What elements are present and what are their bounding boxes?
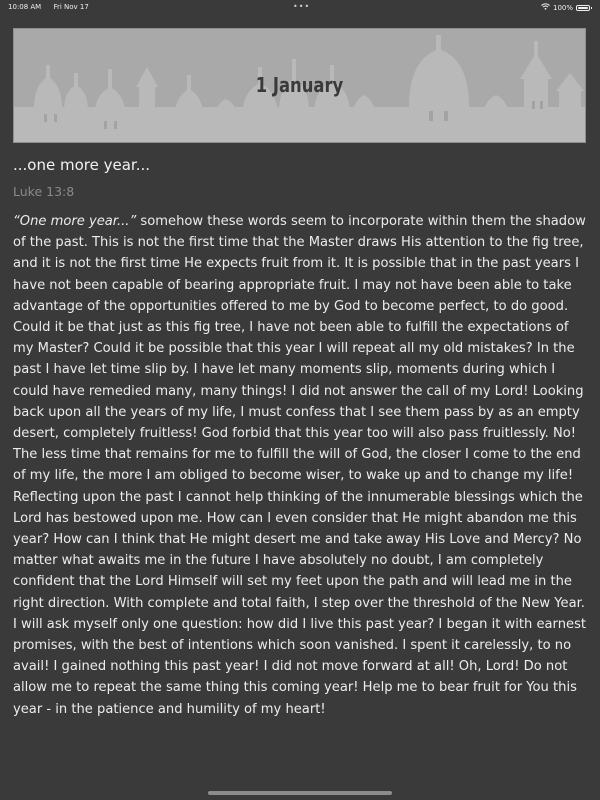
multitasking-dots[interactable]: •••: [293, 2, 311, 11]
scripture-reference[interactable]: Luke 13:8: [13, 184, 75, 199]
reading-body: [13, 211, 591, 720]
battery-fill: [578, 7, 588, 9]
battery-icon: [576, 5, 590, 11]
wifi-icon: [541, 3, 550, 12]
battery-percent: 100%: [552, 3, 573, 12]
status-date: Fri Nov 17: [53, 3, 89, 11]
banner-date-title: 1 January: [255, 73, 344, 97]
status-bar: [0, 0, 600, 14]
status-time: 10:08 AM: [8, 3, 42, 11]
date-banner: [13, 28, 586, 143]
reading-title: ...one more year...: [13, 156, 150, 174]
reading-body-text: somehow these words seem to incorporate within them the shadow of the past. This is not the first time that the Master draws His attention to the fig tree, and it is not the first time He expects fruit from it. It is possible that in the past years I have not been capable of bearing appropriate fruit. I may not have been able to take advantage of the opportunities offered to me by God to become perfect, to do good. Could it be that just as this fig tree, I have not been able to fulfill the expectations of my Master? Could it be possible that this year I will repeat all my old mistakes? In the past I have let time slip by. I have let many moments slip, moments during which I could have remedied many, many things! I did not answer the call of my Lord! Looking back upon all the years of my life, I must confess that I see them pass by as an empty desert, completely fruitless! God forbid that this year too will also pass fruitlessly. No! The less time that remains for me to fulfill the will of God, the closer I come to the end of my life, the more I am obliged to become wiser, to wake up and to change my life! Reflecting upon the past I cannot help thinking of the innumerable blessings which the Lord has bestowed upon me. How can I even consider that He might abandon me this year? How can I think that He might desert me and take away His Love and Mercy? No matter what awaits me in the future I have absolutely no doubt, I am completely confident that the Lord Himself will set my feet upon the path and will lead me in the right direction. With complete and total faith, I step over the threshold of the New Year. I will ask myself only one question: how did I live this past year? I began it with earnest promises, with the best of intentions which soon vanished. I spent it carelessly, to no avail! I gained nothing this past year! I did not move forward at all! Oh, Lord! Do not allow me to repeat the same thing this coming year! Help me to bear fruit for You this year - in the patience and humility of my heart!: [13, 214, 587, 717]
status-left: [8, 3, 99, 11]
reading-lead-quote: “One more year...”: [13, 214, 137, 229]
status-right: [541, 3, 590, 12]
home-indicator[interactable]: [208, 791, 392, 795]
